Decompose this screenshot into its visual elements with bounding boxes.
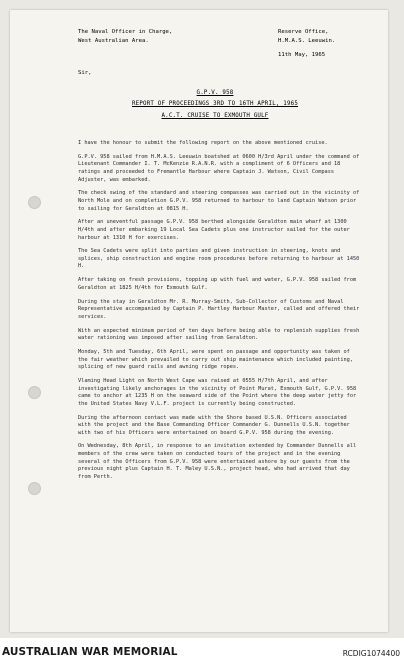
- cruise-title: A.C.T. CRUISE TO EXMOUTH GULF: [161, 113, 269, 119]
- paragraph: On Wednesday, 8th April, in response to an invitation extended by Commander Dunnells all members of the crew were taken on conducted tours of the project and in the evening several of the Officers from G.P.V. 958 were entertained ashore by our guests from the previous night plus Captain H. T. Maley U.S.N., project head, who had arrived that day from Perth.: [78, 443, 357, 480]
- paragraph: G.P.V. 958 sailed from H.M.A.S. Leeuwin boatshed at 0600 H/3rd April under the command of Lieutenant Commander I. T. McKenzie R.A.N.R. with a compliment of 6 Officers and 18 ratings and proceeded to Fremantle Harbour where Captain J. Watson, Civil Compass Adjuster, was embarked.: [78, 153, 360, 183]
- sender-address: Reserve Office, H.M.A.S. Leeuwin.: [278, 29, 336, 44]
- vessel-title: G.P.V. 958: [196, 90, 234, 96]
- paragraph: After an uneventful passage G.P.V. 958 berthed alongside Geraldton main wharf at 1300 H/4th and after embarking 19 Local Sea Cadets plus one instructor sailed for the outer harbour at 1310 H for exercises.: [78, 219, 350, 241]
- paragraph: During the afternoon contact was made with the Shore based U.S.N. Officers associated with the project and the Base Commanding Officer Commander G. Dunnells U.S.N. together with two of his Officers were entertained on board G.P.V. 958 during the evening.: [78, 414, 350, 436]
- punch-hole: [28, 196, 41, 209]
- paragraph: With an expected minimum period of ten days before being able to replenish supplies fresh water rationing was imposed after sailing from Geraldton.: [78, 327, 360, 342]
- punch-hole: [28, 482, 41, 495]
- paragraph: The check swing of the standard and steering compasses was carried out in the vicinity of North Mole and on completion G.P.V. 958 returned to harbour to land Captain Watson prior to sailing for Geraldton at 0815 H.: [78, 190, 360, 212]
- archive-footer: [0, 638, 404, 666]
- report-body: [78, 140, 360, 488]
- record-id: RCDIG1074400: [342, 649, 400, 658]
- recipient-address: The Naval Officer in Charge, West Australian Area.: [78, 29, 173, 44]
- paragraph: Monday, 5th and Tuesday, 6th April, were spent on passage and opportunity was taken of the fair weather which prevailed to carry out ship maintenance which included painting, splicing of new guard rails and awning ridge ropes.: [78, 348, 353, 371]
- paragraph: Vlaming Head Light on North West Cape was raised at 0555 H/7th April, and after investigating likely anchorages in the vicinity of Point Murat, Exmouth Gulf, G.P.V. 958 came to anchor at 1235 H on the seaward side of the Point where the deep water jetty for the United States Navy V.L.F. project is currently being constructed.: [78, 377, 357, 407]
- institution-name: AUSTRALIAN WAR MEMORIAL: [2, 646, 178, 658]
- paragraph: I have the honour to submit the following report on the above mentioned cruise.: [78, 140, 328, 146]
- paragraph: The Sea Cadets were split into parties and given instruction in steering, knots and splices, ship construction and engine room procedures before returning to harbour at 1450 H.: [78, 248, 360, 270]
- report-subtitle: REPORT OF PROCEEDINGS 3RD TO 16TH APRIL, 1965: [131, 101, 299, 107]
- punch-hole: [28, 386, 41, 399]
- letter-date: 11th May, 1965: [278, 52, 326, 58]
- paragraph: During the stay in Geraldton Mr. R. Murray-Smith, Sub-Collector of Customs and Naval Representative accompanied by Captain P. Hartley Harbour Master, called and offered their services.: [78, 298, 360, 320]
- paragraph: After taking on fresh provisions, topping up with fuel and water, G.P.V. 958 sailed from Geraldton at 1825 H/4th for Exmouth Gulf.: [78, 277, 357, 291]
- salutation: Sir,: [78, 70, 92, 76]
